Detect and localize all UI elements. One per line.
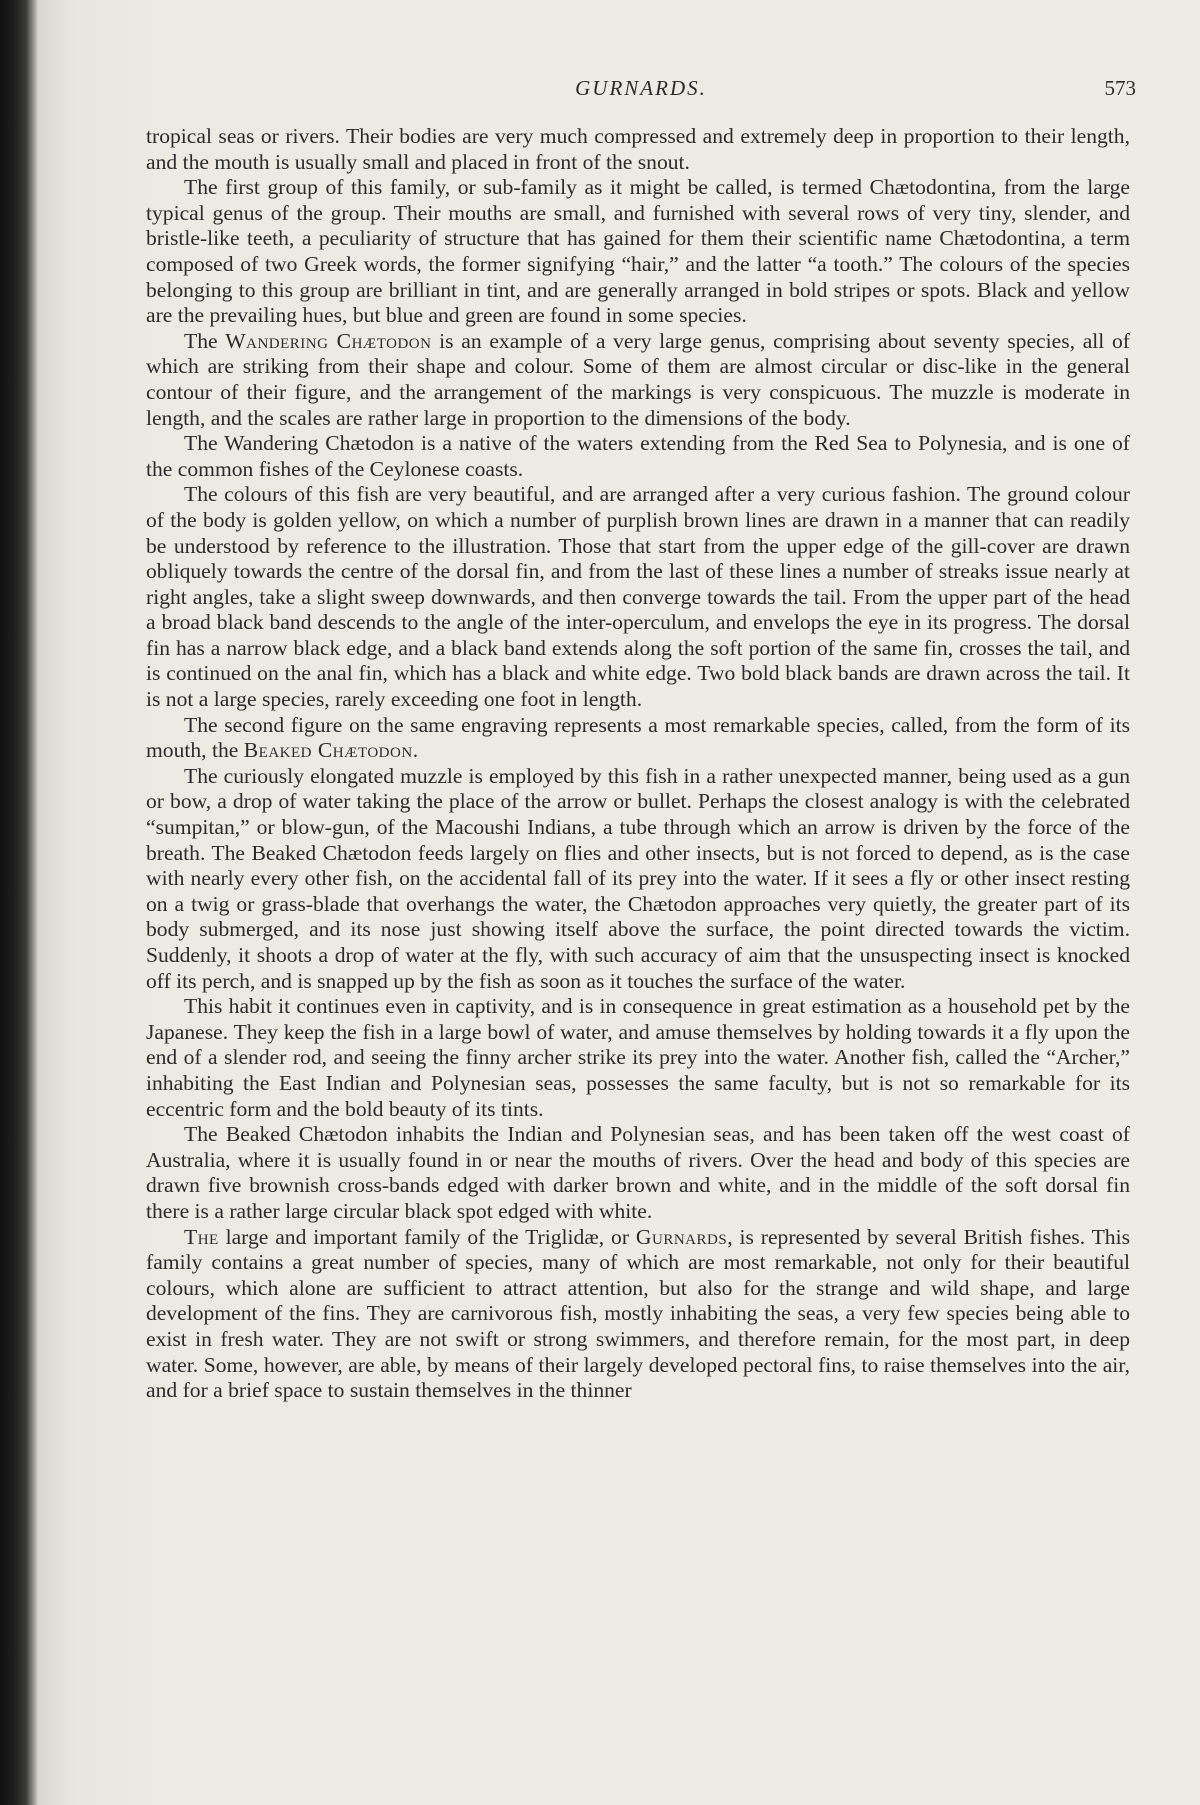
body-text [146,124,1130,1404]
paragraph-1: tropical seas or rivers. Their bodies are very much compressed and extremely deep in proportion to their length, and the mouth is usually small and placed in front of the snout. [146,124,1130,174]
paragraph-10-rest: , is represented by several British fishes. This family contains a great number of species, many of which are most remarkable, not only for their beautiful colours, which alone are sufficient to attract attention, but also for the strange and wild shape, and large development of the fins. They are carnivorous fish, mostly inhabiting the seas, a very few species being able to exist in fresh water. They are not swift or strong swimmers, and therefore remain, for the most part, in deep water. Some, however, are able, by means of their largely developed pectoral fins, to raise themselves into the air, and for a brief space to sustain themselves in the thinner [146,1224,1130,1403]
paragraph-10-lead-caps: The [184,1224,219,1249]
paragraph-5: The colours of this fish are very beautiful, and are arranged after a very curious fashion. The ground colour of the body is golden yellow, on which a number of purplish brown lines are drawn in a manner that can readily be understood by reference to the illustration. Those that start from the upper edge of the gill-cover are drawn obliquely towards the centre of the dorsal fin, and from the last of these lines a number of streaks issue nearly at right angles, take a slight sweep downwards, and then converge towards the tail. From the upper part of the head a broad black band descends to the angle of the inter-operculum, and envelops the eye in its progress. The dorsal fin has a narrow black edge, and a black band extends along the soft portion of the same fin, crosses the tail, and is continued on the anal fin, which has a black and white edge. Two bold black bands are drawn across the tail. It is not a large species, rarely exceeding one foot in length. [146,482,1130,712]
paragraph-3 [146,329,1130,431]
paragraph-4: The Wandering Chætodon is a native of the waters extending from the Red Sea to Polynesia, and is one of the common fishes of the Ceylonese coasts. [146,431,1130,481]
running-title: GURNARDS. [575,76,707,100]
page-header [146,76,1136,106]
paragraph-2: The first group of this family, or sub-family as it might be called, is termed Chætodontina, from the large typical genus of the group. Their mouths are small, and furnished with several rows of very tiny, slender, and bristle-like teeth, a peculiarity of structure that has gained for them their scientific name Chætodontina, a term composed of two Greek words, the former signifying “hair,” and the latter “a tooth.” The colours of the species belonging to this group are brilliant in tint, and are generally arranged in bold stripes or spots. Black and yellow are the prevailing hues, but blue and green are found in some species. [146,175,1130,328]
paragraph-8: This habit it continues even in captivity, and is in consequence in great estimation as a household pet by the Japanese. They keep the fish in a large bowl of water, and amuse themselves by holding towards it a fly upon the end of a slender rod, and seeing the finny archer strike its prey into the water. Another fish, called the “Archer,” inhabiting the East Indian and Polynesian seas, possesses the same faculty, but is not so remarkable for its eccentric form and the bold beauty of its tints. [146,994,1130,1121]
paragraph-3-lead: The [184,328,226,353]
paragraph-6-lead: The second figure on the same engraving represents a most remarkable species, called, from the form of its mouth, the [146,712,1130,763]
species-name-wandering-chaetodon: Wandering Chætodon [225,328,432,353]
paragraph-6-rest: . [412,738,419,763]
family-name-gurnards: Gurnards [635,1224,728,1249]
page-number: 573 [1104,76,1136,100]
book-binding-shadow [0,0,38,1805]
paragraph-6 [146,713,1130,764]
paragraph-3-rest: is an example of a very large genus, comprising about seventy species, all of which are striking from their shape and colour. Some of them are almost circular or disc-like in the general contour of their figure, and the arrangement of the markings is very conspicuous. The muzzle is moderate in length, and the scales are rather large in proportion to the dimensions of the body. [146,328,1130,430]
paragraph-7: The curiously elongated muzzle is employed by this fish in a rather unexpected manner, being used as a gun or bow, a drop of water taking the place of the arrow or bullet. Perhaps the closest analogy is with the celebrated “sumpitan,” or blow-gun, of the Macoushi Indians, a tube through which an arrow is driven by the force of the breath. The Beaked Chætodon feeds largely on flies and other insects, but is not forced to depend, as is the case with nearly every other fish, on the accidental fall of its prey into the water. If it sees a fly or other insect resting on a twig or grass-blade that overhangs the water, the Chætodon approaches very quietly, the greater part of its body submerged, and its nose just showing itself above the surface, the point directed towards the victim. Suddenly, it shoots a drop of water at the fly, with such accuracy of aim that the unsuspecting insect is knocked off its perch, and is snapped up by the fish as soon as it touches the surface of the water. [146,763,1130,993]
species-name-beaked-chaetodon: Beaked Chætodon [243,738,413,763]
paragraph-10 [146,1225,1130,1404]
paragraph-10-lead: large and important family of the Triglidæ, or [218,1224,636,1249]
paragraph-9: The Beaked Chætodon inhabits the Indian and Polynesian seas, and has been taken off the west coast of Australia, where it is usually found in or near the mouths of rivers. Over the head and body of this species are drawn five brownish cross-bands edged with darker brown and white, and in the middle of the soft dorsal fin there is a rather large circular black spot edged with white. [146,1122,1130,1223]
